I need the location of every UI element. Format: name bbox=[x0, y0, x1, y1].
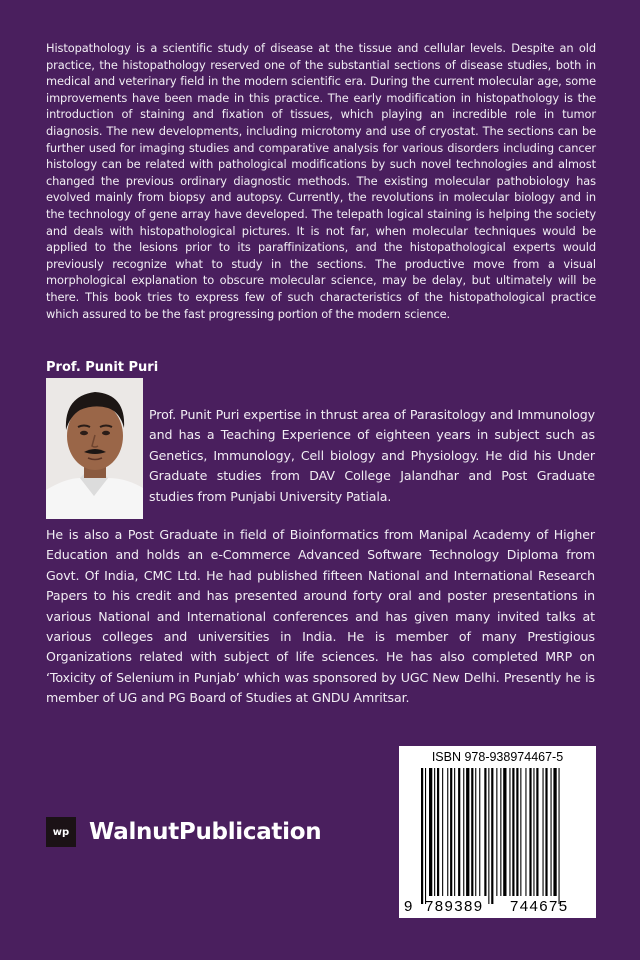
publisher-logo: wp bbox=[46, 817, 76, 847]
barcode-bar bbox=[421, 768, 423, 904]
barcode-bar bbox=[488, 768, 489, 904]
barcode-bar bbox=[559, 768, 560, 904]
barcode-bar bbox=[512, 768, 514, 896]
barcode-bar bbox=[471, 768, 473, 896]
barcode-bar bbox=[454, 768, 455, 896]
barcode-digits-right: 744675 bbox=[510, 898, 569, 915]
barcode-bar bbox=[484, 768, 486, 896]
publisher-name: WalnutPublication bbox=[89, 819, 322, 845]
publisher-brand bbox=[46, 815, 321, 849]
barcode-digit-lead: 9 bbox=[404, 898, 414, 915]
barcode-bar bbox=[450, 768, 452, 896]
barcode-bar bbox=[491, 768, 493, 904]
author-bio-details: He is also a Post Graduate in field of Bioinformatics from Manipal Academy of Higher Education and holds an e-Commerce Advanced Software Technology Diploma from Govt. Of India, CMC Ltd. He had published fifteen National and International Research Papers to his credit and has presented around forty oral and poster presentations in various National and International conferences and has given many invited talks at various colleges and universities in India. He is member of many Prestigious Organizations related with subject of life sciences. He has also completed MRP on ‘Toxicity of Selenium in Punjab’ which was sponsored by UGC New Delhi. Presently he is member of UG and PG Board of Studies at GNDU Amritsar. bbox=[46, 527, 595, 706]
barcode-bar bbox=[442, 768, 443, 896]
barcode-bar bbox=[545, 768, 547, 896]
barcode-digits-left: 789389 bbox=[425, 898, 484, 915]
barcode-bar bbox=[533, 768, 534, 896]
barcode-bar bbox=[425, 768, 426, 904]
barcode-bar bbox=[543, 768, 544, 896]
barcode-bar bbox=[536, 768, 538, 896]
barcode-bar bbox=[447, 768, 448, 896]
barcode-bar bbox=[496, 768, 497, 896]
barcode-bar bbox=[516, 768, 518, 896]
barcode-bar bbox=[458, 768, 460, 896]
barcode-bars bbox=[399, 746, 596, 918]
author-bio-intro: Prof. Punit Puri expertise in thrust area of Parasitology and Immunology and has a Teaching Experience of eighteen years in subject such as Genetics, Immunology, Cell biology and Physiology. He did his Under Graduate studies from DAV College Jalandhar and Post Graduate studies from Punjabi University Patiala. bbox=[149, 407, 595, 504]
barcode-bar bbox=[500, 768, 501, 896]
barcode-bar bbox=[553, 768, 556, 896]
isbn-label: ISBN 978-938974467-5 bbox=[431, 750, 564, 764]
barcode-bar bbox=[437, 768, 439, 896]
barcode-bar bbox=[529, 768, 531, 896]
barcode-bar bbox=[429, 768, 432, 896]
barcode-bar bbox=[466, 768, 469, 896]
author-photo bbox=[46, 378, 143, 519]
barcode-bar bbox=[479, 768, 480, 896]
book-summary: Histopathology is a scientific study of disease at the tissue and cellular levels. Despite an old practice, the histopathology reserved one of the substantial sections of disease studies, both in medical and veterinary field in the modern scientific era. During the current molecular age, some improvements have been made in this practice. The early modification in histopathology is the introduction of staining and fixation of tissues, which playing an incredible role in tumor diagnosis. The new developments, including microtomy and use of cryostat. The sections can be further used for imaging studies and comparative analysis for various disorders including cancer histology can be related with pathological modifications by such novel technologies and almost changed the previous ordinary diagnostic methods. The existing molecular pathobiology has evolved mainly from biopsy and autopsy. Currently, the revolutions in molecular biology and in the technology of gene array have developed. The telepath logical staining is helping the society and deals with histopathological pictures. It is not far, when molecular techniques would be applied to the lesions prior to its paraffinizations, and the histopathological experts would previously recognize what to study in the sections. The productive move from a visual morphological explanation to obscure molecular science, may be delay, but ultimately will be there. This book tries to express few of such characteristics of the histopathological practice which assured to be the fast progressing portion of the modern science. bbox=[46, 41, 596, 321]
barcode-bar bbox=[475, 768, 476, 896]
isbn-barcode bbox=[399, 746, 596, 918]
barcode-bar bbox=[551, 768, 552, 896]
barcode-bar bbox=[503, 768, 506, 896]
barcode-bar bbox=[434, 768, 435, 896]
barcode-bar bbox=[509, 768, 510, 896]
barcode-bar bbox=[463, 768, 464, 896]
barcode-bar bbox=[525, 768, 526, 896]
barcode-bar bbox=[520, 768, 521, 896]
author-name: Prof. Punit Puri bbox=[46, 360, 159, 375]
